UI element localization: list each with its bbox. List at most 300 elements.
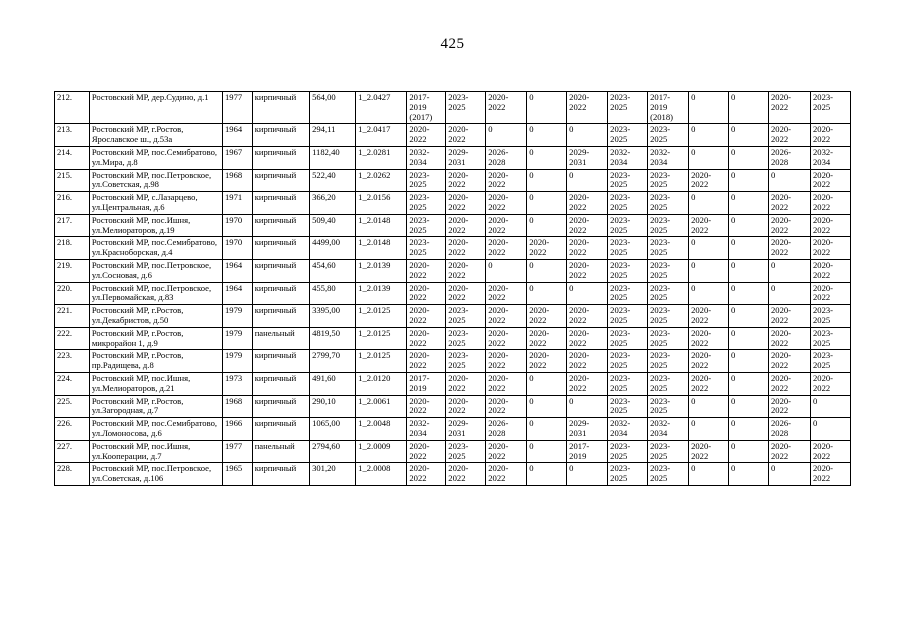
cell-building-code: 1_2.0156	[356, 192, 407, 215]
cell-row-number: 219.	[55, 259, 90, 282]
cell-address: Ростовский МР, пос.Ишня, ул.Кооперации, д.7	[89, 440, 222, 463]
cell-total-area: 3395,00	[310, 305, 356, 328]
cell-period-6: 2032-2034	[608, 418, 648, 441]
cell-period-7: 2023-2025	[648, 214, 689, 237]
cell-period-2: 2023-2025	[446, 92, 486, 124]
cell-period-6: 2023-2025	[608, 92, 648, 124]
cell-period-6: 2023-2025	[608, 237, 648, 260]
cell-year-built: 1970	[223, 237, 253, 260]
cell-period-5: 2020-2022	[567, 214, 608, 237]
cell-period-7: 2023-2025	[648, 395, 689, 418]
cell-period-7: 2023-2025	[648, 169, 689, 192]
cell-period-8: 2020-2022	[689, 440, 729, 463]
cell-building-code: 1_2.0009	[356, 440, 407, 463]
cell-period-10: 2020-2022	[768, 192, 810, 215]
table-row	[55, 214, 851, 237]
cell-period-11: 2023-2025	[810, 327, 850, 350]
cell-wall-material: панельный	[252, 327, 309, 350]
cell-total-area: 4819,50	[310, 327, 356, 350]
cell-row-number: 214.	[55, 146, 90, 169]
cell-period-7: 2023-2025	[648, 282, 689, 305]
cell-period-1: 2020-2022	[407, 395, 446, 418]
cell-period-11: 2032-2034	[810, 146, 850, 169]
cell-period-5: 2029-2031	[567, 418, 608, 441]
cell-period-10: 2020-2022	[768, 372, 810, 395]
cell-period-9: 0	[729, 372, 769, 395]
cell-period-7: 2023-2025	[648, 327, 689, 350]
cell-address: Ростовский МР, пос.Ишня, ул.Мелиораторов, д.19	[89, 214, 222, 237]
cell-period-5: 0	[567, 463, 608, 486]
cell-period-11: 2020-2022	[810, 169, 850, 192]
cell-period-4: 0	[527, 146, 567, 169]
cell-row-number: 223.	[55, 350, 90, 373]
cell-period-5: 2020-2022	[567, 350, 608, 373]
cell-building-code: 1_2.0048	[356, 418, 407, 441]
cell-period-7: 2023-2025	[648, 350, 689, 373]
cell-total-area: 1182,40	[310, 146, 356, 169]
cell-period-4: 0	[527, 440, 567, 463]
cell-period-4: 0	[527, 124, 567, 147]
cell-period-10: 2020-2022	[768, 350, 810, 373]
cell-row-number: 228.	[55, 463, 90, 486]
cell-period-6: 2023-2025	[608, 259, 648, 282]
cell-period-9: 0	[729, 395, 769, 418]
cell-wall-material: кирпичный	[252, 350, 309, 373]
cell-year-built: 1979	[223, 350, 253, 373]
table-row	[55, 124, 851, 147]
cell-period-10: 2020-2022	[768, 237, 810, 260]
cell-period-10: 2020-2022	[768, 440, 810, 463]
cell-period-6: 2023-2025	[608, 124, 648, 147]
cell-year-built: 1964	[223, 259, 253, 282]
cell-period-8: 0	[689, 259, 729, 282]
cell-address: Ростовский МР, пос.Семибратово, ул.Мира, д.8	[89, 146, 222, 169]
cell-wall-material: кирпичный	[252, 305, 309, 328]
cell-address: Ростовский МР, пос.Петровское, ул.Советская, д.98	[89, 169, 222, 192]
cell-address: Ростовский МР, пос.Петровское, ул.Первомайская, д.83	[89, 282, 222, 305]
cell-total-area: 564,00	[310, 92, 356, 124]
cell-wall-material: кирпичный	[252, 146, 309, 169]
cell-building-code: 1_2.0417	[356, 124, 407, 147]
cell-period-11: 2020-2022	[810, 282, 850, 305]
cell-period-10: 2020-2022	[768, 395, 810, 418]
cell-period-4: 0	[527, 282, 567, 305]
cell-period-2: 2020-2022	[446, 192, 486, 215]
cell-building-code: 1_2.0061	[356, 395, 407, 418]
cell-period-6: 2023-2025	[608, 192, 648, 215]
cell-period-1: 2020-2022	[407, 440, 446, 463]
cell-building-code: 1_2.0125	[356, 305, 407, 328]
cell-period-9: 0	[729, 259, 769, 282]
cell-wall-material: кирпичный	[252, 463, 309, 486]
cell-period-3: 0	[486, 259, 527, 282]
cell-total-area: 1065,00	[310, 418, 356, 441]
cell-period-6: 2023-2025	[608, 327, 648, 350]
cell-period-3: 2020-2022	[486, 192, 527, 215]
cell-period-4: 0	[527, 372, 567, 395]
cell-period-9: 0	[729, 237, 769, 260]
cell-period-1: 2020-2022	[407, 305, 446, 328]
cell-period-8: 0	[689, 92, 729, 124]
cell-total-area: 294,11	[310, 124, 356, 147]
cell-address: Ростовский МР, пос.Петровское, ул.Сосновая, д.6	[89, 259, 222, 282]
cell-period-4: 0	[527, 214, 567, 237]
cell-period-2: 2020-2022	[446, 463, 486, 486]
cell-address: Ростовский МР, г.Ростов, ул.Декабристов, д.50	[89, 305, 222, 328]
cell-row-number: 220.	[55, 282, 90, 305]
cell-period-7: 2017-2019 (2018)	[648, 92, 689, 124]
cell-building-code: 1_2.0148	[356, 214, 407, 237]
cell-period-2: 2023-2025	[446, 350, 486, 373]
cell-period-9: 0	[729, 169, 769, 192]
cell-total-area: 2799,70	[310, 350, 356, 373]
cell-period-3: 2020-2022	[486, 214, 527, 237]
cell-period-6: 2023-2025	[608, 372, 648, 395]
cell-period-11: 2020-2022	[810, 372, 850, 395]
table-row	[55, 395, 851, 418]
cell-period-1: 2023-2025	[407, 237, 446, 260]
cell-address: Ростовский МР, дер.Судино, д.1	[89, 92, 222, 124]
cell-period-4: 0	[527, 418, 567, 441]
cell-building-code: 1_2.0125	[356, 327, 407, 350]
cell-period-6: 2023-2025	[608, 463, 648, 486]
cell-period-11: 2020-2022	[810, 237, 850, 260]
cell-period-11: 2023-2025	[810, 92, 850, 124]
cell-period-3: 2020-2022	[486, 92, 527, 124]
cell-row-number: 226.	[55, 418, 90, 441]
cell-period-2: 2020-2022	[446, 214, 486, 237]
cell-period-2: 2020-2022	[446, 259, 486, 282]
cell-period-10: 2020-2022	[768, 327, 810, 350]
cell-wall-material: кирпичный	[252, 259, 309, 282]
cell-period-3: 2026-2028	[486, 146, 527, 169]
cell-period-11: 2020-2022	[810, 124, 850, 147]
cell-wall-material: кирпичный	[252, 282, 309, 305]
cell-period-1: 2023-2025	[407, 169, 446, 192]
cell-period-7: 2023-2025	[648, 259, 689, 282]
cell-building-code: 1_2.0139	[356, 282, 407, 305]
cell-period-2: 2020-2022	[446, 282, 486, 305]
cell-year-built: 1966	[223, 418, 253, 441]
cell-period-10: 2026-2028	[768, 146, 810, 169]
cell-row-number: 218.	[55, 237, 90, 260]
cell-period-9: 0	[729, 282, 769, 305]
cell-period-3: 2020-2022	[486, 169, 527, 192]
cell-address: Ростовский МР, пос.Петровское, ул.Советская, д.106	[89, 463, 222, 486]
cell-period-5: 2020-2022	[567, 237, 608, 260]
cell-wall-material: кирпичный	[252, 395, 309, 418]
cell-period-9: 0	[729, 327, 769, 350]
cell-period-3: 2020-2022	[486, 282, 527, 305]
cell-row-number: 227.	[55, 440, 90, 463]
cell-period-11: 2020-2022	[810, 259, 850, 282]
cell-wall-material: кирпичный	[252, 214, 309, 237]
cell-address: Ростовский МР, пос.Семибратово, ул.Красноборская, д.4	[89, 237, 222, 260]
cell-row-number: 225.	[55, 395, 90, 418]
cell-period-5: 2029-2031	[567, 146, 608, 169]
cell-row-number: 221.	[55, 305, 90, 328]
cell-period-8: 0	[689, 282, 729, 305]
cell-year-built: 1977	[223, 92, 253, 124]
page-number: 425	[440, 36, 465, 52]
table-row	[55, 169, 851, 192]
cell-period-8: 0	[689, 124, 729, 147]
cell-period-11: 2023-2025	[810, 350, 850, 373]
cell-period-8: 0	[689, 395, 729, 418]
cell-period-6: 2023-2025	[608, 282, 648, 305]
cell-period-5: 0	[567, 169, 608, 192]
table-row	[55, 259, 851, 282]
cell-period-6: 2023-2025	[608, 169, 648, 192]
cell-wall-material: кирпичный	[252, 192, 309, 215]
cell-period-10: 2020-2022	[768, 214, 810, 237]
cell-period-5: 2020-2022	[567, 259, 608, 282]
cell-period-7: 2023-2025	[648, 372, 689, 395]
cell-period-11: 2020-2022	[810, 463, 850, 486]
cell-row-number: 222.	[55, 327, 90, 350]
cell-period-9: 0	[729, 124, 769, 147]
cell-period-5: 0	[567, 282, 608, 305]
cell-period-2: 2029-2031	[446, 146, 486, 169]
cell-period-5: 0	[567, 124, 608, 147]
cell-period-8: 0	[689, 146, 729, 169]
cell-period-5: 2017-2019	[567, 440, 608, 463]
cell-period-4: 2020-2022	[527, 327, 567, 350]
cell-period-10: 0	[768, 282, 810, 305]
cell-year-built: 1971	[223, 192, 253, 215]
cell-period-9: 0	[729, 350, 769, 373]
cell-period-10: 0	[768, 169, 810, 192]
cell-period-2: 2020-2022	[446, 237, 486, 260]
cell-year-built: 1968	[223, 169, 253, 192]
cell-year-built: 1964	[223, 282, 253, 305]
cell-period-6: 2023-2025	[608, 214, 648, 237]
cell-total-area: 491,60	[310, 372, 356, 395]
cell-row-number: 216.	[55, 192, 90, 215]
cell-period-1: 2020-2022	[407, 350, 446, 373]
cell-period-2: 2020-2022	[446, 372, 486, 395]
cell-period-2: 2020-2022	[446, 124, 486, 147]
cell-period-1: 2020-2022	[407, 463, 446, 486]
cell-row-number: 217.	[55, 214, 90, 237]
cell-period-5: 2020-2022	[567, 372, 608, 395]
cell-building-code: 1_2.0148	[356, 237, 407, 260]
cell-year-built: 1973	[223, 372, 253, 395]
cell-period-1: 2020-2022	[407, 282, 446, 305]
table-row	[55, 192, 851, 215]
cell-period-8: 2020-2022	[689, 214, 729, 237]
cell-period-3: 2020-2022	[486, 440, 527, 463]
table-row	[55, 146, 851, 169]
cell-period-7: 2023-2025	[648, 192, 689, 215]
cell-period-3: 2020-2022	[486, 463, 527, 486]
cell-period-1: 2023-2025	[407, 192, 446, 215]
cell-period-2: 2023-2025	[446, 440, 486, 463]
cell-address: Ростовский МР, с.Лазарцево, ул.Центральная, д.6	[89, 192, 222, 215]
cell-period-7: 2023-2025	[648, 124, 689, 147]
cell-period-5: 2020-2022	[567, 192, 608, 215]
cell-building-code: 1_2.0427	[356, 92, 407, 124]
cell-period-9: 0	[729, 146, 769, 169]
cell-period-2: 2020-2022	[446, 169, 486, 192]
cell-total-area: 455,80	[310, 282, 356, 305]
cell-wall-material: кирпичный	[252, 124, 309, 147]
cell-period-8: 0	[689, 237, 729, 260]
cell-period-3: 2020-2022	[486, 327, 527, 350]
cell-period-10: 0	[768, 463, 810, 486]
cell-period-11: 2023-2025	[810, 305, 850, 328]
cell-period-10: 0	[768, 259, 810, 282]
cell-period-9: 0	[729, 463, 769, 486]
cell-period-11: 0	[810, 395, 850, 418]
table-row	[55, 372, 851, 395]
cell-period-1: 2020-2022	[407, 124, 446, 147]
cell-address: Ростовский МР, пос.Ишня, ул.Мелиораторов, д.21	[89, 372, 222, 395]
cell-total-area: 509,40	[310, 214, 356, 237]
cell-year-built: 1970	[223, 214, 253, 237]
cell-total-area: 290,10	[310, 395, 356, 418]
cell-period-5: 2020-2022	[567, 305, 608, 328]
cell-period-4: 2020-2022	[527, 350, 567, 373]
cell-year-built: 1964	[223, 124, 253, 147]
cell-address: Ростовский МР, г.Ростов, микрорайон 1, д.9	[89, 327, 222, 350]
cell-total-area: 301,20	[310, 463, 356, 486]
cell-year-built: 1967	[223, 146, 253, 169]
cell-period-8: 2020-2022	[689, 327, 729, 350]
cell-period-6: 2023-2025	[608, 305, 648, 328]
cell-period-2: 2029-2031	[446, 418, 486, 441]
cell-address: Ростовский МР, г.Ростов, пр.Радищева, д.8	[89, 350, 222, 373]
cell-year-built: 1977	[223, 440, 253, 463]
cell-row-number: 215.	[55, 169, 90, 192]
cell-row-number: 212.	[55, 92, 90, 124]
cell-address: Ростовский МР, г.Ростов, ул.Загородная, д.7	[89, 395, 222, 418]
cell-period-3: 2020-2022	[486, 372, 527, 395]
cell-total-area: 4499,00	[310, 237, 356, 260]
cell-period-4: 0	[527, 259, 567, 282]
cell-period-1: 2017-2019	[407, 372, 446, 395]
cell-period-7: 2023-2025	[648, 237, 689, 260]
cell-period-2: 2023-2025	[446, 327, 486, 350]
cell-wall-material: панельный	[252, 440, 309, 463]
cell-address: Ростовский МР, г.Ростов, Ярославское ш., д.53а	[89, 124, 222, 147]
cell-period-1: 2020-2022	[407, 327, 446, 350]
cell-period-6: 2023-2025	[608, 440, 648, 463]
cell-total-area: 522,40	[310, 169, 356, 192]
cell-period-4: 2020-2022	[527, 237, 567, 260]
cell-period-10: 2020-2022	[768, 124, 810, 147]
cell-total-area: 2794,60	[310, 440, 356, 463]
cell-period-11: 2020-2022	[810, 192, 850, 215]
table-row	[55, 237, 851, 260]
cell-period-4: 0	[527, 92, 567, 124]
cell-wall-material: кирпичный	[252, 92, 309, 124]
cell-row-number: 213.	[55, 124, 90, 147]
cell-total-area: 366,20	[310, 192, 356, 215]
cell-row-number: 224.	[55, 372, 90, 395]
cell-period-2: 2020-2022	[446, 395, 486, 418]
cell-period-7: 2023-2025	[648, 440, 689, 463]
cell-period-4: 0	[527, 463, 567, 486]
table-row	[55, 418, 851, 441]
cell-period-10: 2020-2022	[768, 305, 810, 328]
cell-period-8: 2020-2022	[689, 372, 729, 395]
cell-period-1: 2032-2034	[407, 418, 446, 441]
cell-period-8: 2020-2022	[689, 350, 729, 373]
housing-registry-table	[54, 91, 851, 486]
cell-period-1: 2017-2019 (2017)	[407, 92, 446, 124]
cell-period-3: 0	[486, 124, 527, 147]
cell-period-10: 2026-2028	[768, 418, 810, 441]
cell-period-9: 0	[729, 418, 769, 441]
cell-total-area: 454,60	[310, 259, 356, 282]
cell-period-9: 0	[729, 92, 769, 124]
cell-period-8: 2020-2022	[689, 305, 729, 328]
cell-period-1: 2023-2025	[407, 214, 446, 237]
cell-period-9: 0	[729, 192, 769, 215]
cell-period-9: 0	[729, 214, 769, 237]
cell-period-6: 2032-2034	[608, 146, 648, 169]
cell-wall-material: кирпичный	[252, 237, 309, 260]
table-row	[55, 92, 851, 124]
cell-period-11: 0	[810, 418, 850, 441]
cell-period-5: 2020-2022	[567, 327, 608, 350]
cell-period-7: 2032-2034	[648, 418, 689, 441]
cell-period-7: 2023-2025	[648, 305, 689, 328]
cell-building-code: 1_2.0125	[356, 350, 407, 373]
cell-period-3: 2020-2022	[486, 305, 527, 328]
cell-building-code: 1_2.0120	[356, 372, 407, 395]
cell-building-code: 1_2.0139	[356, 259, 407, 282]
cell-year-built: 1965	[223, 463, 253, 486]
cell-period-4: 0	[527, 169, 567, 192]
table-row	[55, 350, 851, 373]
table-row	[55, 282, 851, 305]
table-row	[55, 440, 851, 463]
cell-period-5: 2020-2022	[567, 92, 608, 124]
table-row	[55, 463, 851, 486]
cell-period-4: 2020-2022	[527, 305, 567, 328]
cell-period-9: 0	[729, 440, 769, 463]
cell-wall-material: кирпичный	[252, 169, 309, 192]
cell-period-8: 0	[689, 463, 729, 486]
cell-period-1: 2020-2022	[407, 259, 446, 282]
table-row	[55, 327, 851, 350]
cell-building-code: 1_2.0281	[356, 146, 407, 169]
table-row	[55, 305, 851, 328]
cell-period-6: 2023-2025	[608, 395, 648, 418]
cell-period-10: 2020-2022	[768, 92, 810, 124]
cell-period-5: 0	[567, 395, 608, 418]
cell-period-3: 2026-2028	[486, 418, 527, 441]
cell-period-8: 0	[689, 192, 729, 215]
cell-year-built: 1968	[223, 395, 253, 418]
cell-period-8: 0	[689, 418, 729, 441]
cell-year-built: 1979	[223, 305, 253, 328]
cell-address: Ростовский МР, пос.Семибратово, ул.Ломоносова, д.6	[89, 418, 222, 441]
cell-year-built: 1979	[223, 327, 253, 350]
cell-period-3: 2020-2022	[486, 237, 527, 260]
cell-period-4: 0	[527, 395, 567, 418]
cell-period-3: 2020-2022	[486, 395, 527, 418]
cell-period-7: 2032-2034	[648, 146, 689, 169]
cell-period-7: 2023-2025	[648, 463, 689, 486]
cell-building-code: 1_2.0262	[356, 169, 407, 192]
cell-period-1: 2032-2034	[407, 146, 446, 169]
cell-period-6: 2023-2025	[608, 350, 648, 373]
cell-period-3: 2020-2022	[486, 350, 527, 373]
cell-wall-material: кирпичный	[252, 418, 309, 441]
